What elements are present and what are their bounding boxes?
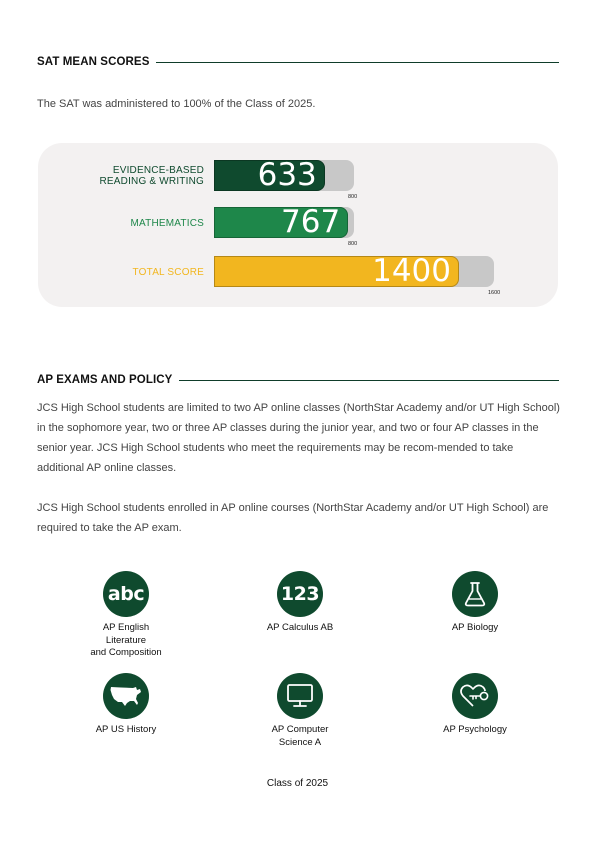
bar-track: [214, 204, 354, 240]
bar-label-line: TOTAL SCORE: [132, 267, 204, 278]
bar-value-total-score: 1400: [372, 253, 451, 289]
sat-heading: SAT MEAN SCORES: [37, 56, 150, 68]
ap-heading: AP EXAMS AND POLICY: [37, 374, 173, 386]
bar-row-mathematics: [38, 204, 558, 247]
bar-row-total-score: [38, 253, 558, 296]
numbers-123-icon: [277, 571, 323, 617]
monitor-icon: [277, 673, 323, 719]
ap-course-label-line: AP US History: [95, 724, 157, 735]
bar-label-line: MATHEMATICS: [130, 218, 204, 229]
ap-course-label-line: AP Biology: [451, 622, 499, 633]
bar-max-total-score: 1600: [488, 290, 501, 296]
bar-label-reading-writing: [99, 165, 204, 187]
abc-icon: [103, 571, 149, 617]
us-map-icon: [103, 673, 149, 719]
ap-course-label-line: AP Psychology: [443, 724, 507, 735]
footer-class-of: Class of 2025: [266, 778, 329, 789]
ap-heading-rule: [179, 380, 559, 381]
bar-track: [214, 157, 354, 193]
ap-course-label: [405, 622, 545, 635]
ap-course-label-line: Literature: [105, 634, 147, 646]
bar-max-reading-writing: 800: [348, 194, 358, 200]
sat-section-header: [37, 54, 559, 70]
bar-label-line: EVIDENCE-BASED: [112, 165, 204, 176]
ap-policy-paragraph-2: JCS High School students enrolled in AP online courses (NorthStar Academy and/or UT High School) are required to take the AP exam.: [37, 502, 549, 534]
ap-course-psychology: [405, 673, 545, 737]
ap-course-english: [56, 571, 196, 660]
ap-policy-paragraph-1: JCS High School students are limited to two AP online classes (NorthStar Academy and/or UT High School) in the sophomore year, two or three AP classes during the junior year, and two or four AP classes in the senior year. JCS High School students who meet the requirements may be recom-mended to take additional AP online classes.: [37, 402, 560, 474]
bar-track: [214, 253, 494, 289]
heart-key-icon: [452, 673, 498, 719]
ap-course-label: [56, 622, 196, 660]
bar-label-line: READING & WRITING: [99, 176, 204, 187]
bar-label-mathematics: [131, 218, 205, 229]
ap-course-label-line: AP English: [102, 622, 150, 633]
ap-course-label: [56, 724, 196, 737]
sat-heading-rule: [156, 62, 559, 63]
ap-course-label: [230, 724, 370, 749]
bar-row-reading-writing: [38, 157, 558, 200]
ap-course-label-line: AP Calculus AB: [266, 622, 334, 633]
ap-course-calculus: [230, 571, 370, 635]
ap-course-label-line: and Composition: [90, 647, 162, 658]
flask-icon: [452, 571, 498, 617]
bar-max-mathematics: 800: [348, 241, 358, 247]
ap-course-label: [230, 622, 370, 635]
abc-icon-glyph: abc: [107, 583, 145, 605]
numbers-123-icon-glyph: 123: [280, 583, 320, 605]
ap-course-us-history: [56, 673, 196, 737]
ap-course-biology: [405, 571, 545, 635]
bar-value-reading-writing: 633: [257, 157, 317, 193]
bar-label-total-score: [133, 267, 204, 278]
ap-course-label-line: Science A: [278, 736, 322, 748]
ap-course-label-line: AP Computer: [271, 724, 329, 735]
sat-scores-chart: [38, 143, 558, 307]
ap-section-header: [37, 372, 559, 388]
ap-course-label: [405, 724, 545, 737]
bar-value-mathematics: 767: [281, 204, 341, 240]
ap-course-computer-science: [230, 673, 370, 749]
sat-intro: The SAT was administered to 100% of the Class of 2025.: [37, 98, 316, 110]
